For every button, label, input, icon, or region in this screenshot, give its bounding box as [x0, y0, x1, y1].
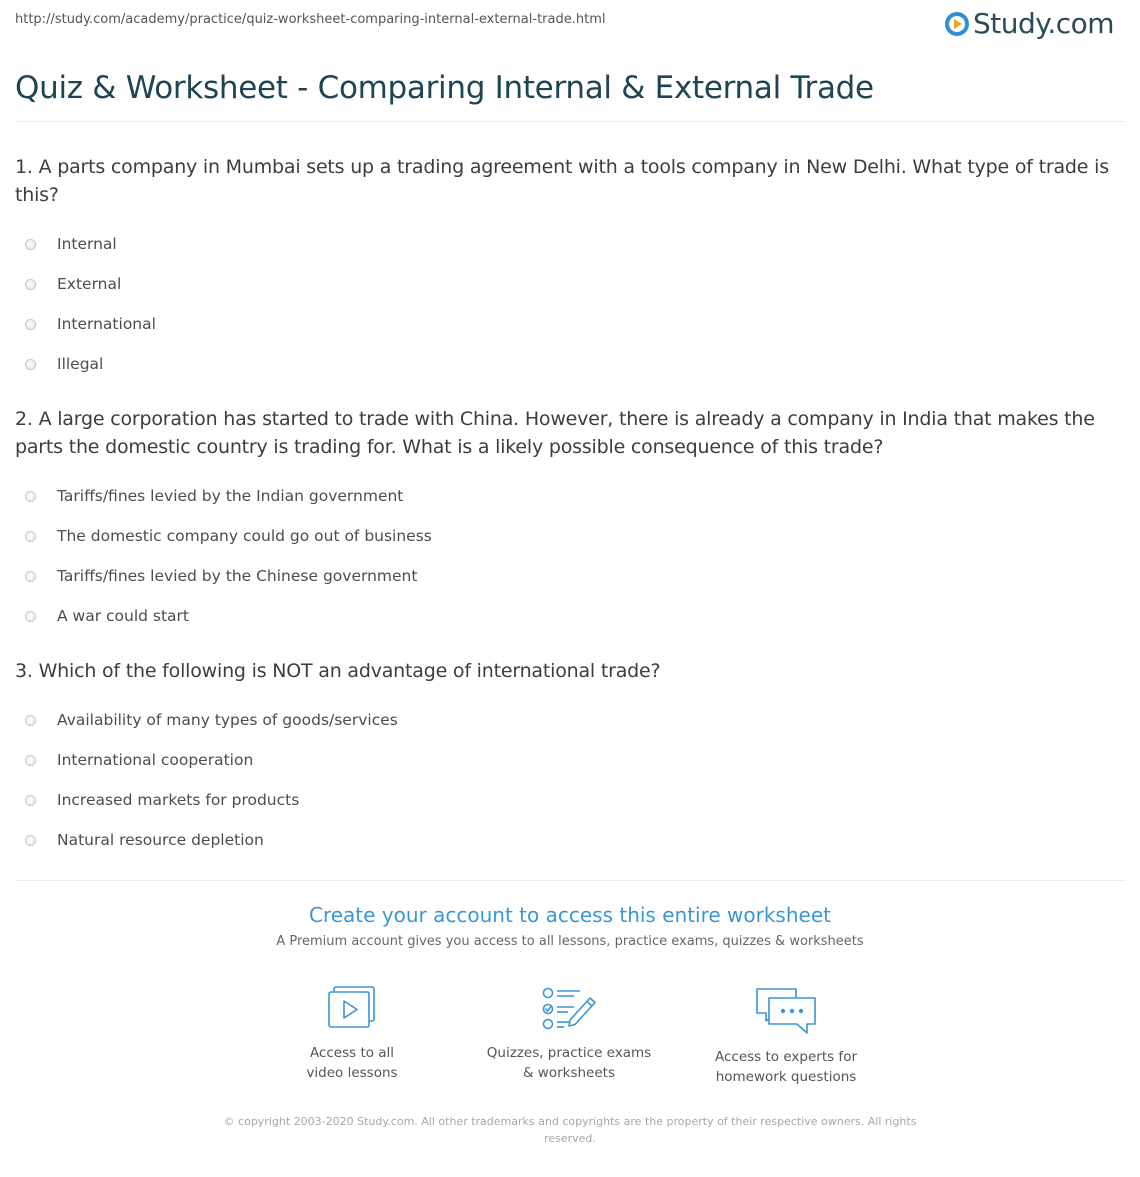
copyright-notice: © copyright 2003-2020 Study.com. All other trademarks and copyrights are the property of their respective owners. All rights reserved.	[223, 1115, 917, 1145]
cta-subtitle: A Premium account gives you access to all lessons, practice exams, quizzes & worksheets	[276, 934, 864, 949]
answer-label: Increased markets for products	[57, 791, 300, 809]
radio-button[interactable]	[25, 531, 36, 542]
chat-bubbles-icon	[754, 986, 818, 1036]
question-2	[15, 405, 1125, 636]
radio-button[interactable]	[25, 319, 36, 330]
page-url: http://study.com/academy/practice/quiz-worksheet-comparing-internal-external-trade.html	[15, 12, 606, 27]
create-account-link[interactable]: Create your account to access this entire worksheet	[309, 903, 831, 927]
radio-button[interactable]	[25, 279, 36, 290]
answer-label: Illegal	[57, 355, 104, 373]
feature-label: video lessons	[306, 1065, 398, 1081]
quiz-checklist-icon	[540, 986, 598, 1032]
answer-option[interactable]	[15, 264, 1125, 304]
page-title: Quiz & Worksheet - Comparing Internal & External Trade	[15, 70, 874, 106]
play-logo-icon	[945, 12, 969, 36]
answer-option[interactable]	[15, 344, 1125, 384]
radio-button[interactable]	[25, 715, 36, 726]
question-1	[15, 153, 1125, 384]
radio-button[interactable]	[25, 239, 36, 250]
feature-experts	[696, 986, 876, 1087]
radio-button[interactable]	[25, 359, 36, 370]
radio-button[interactable]	[25, 491, 36, 502]
logo-text: Study.com	[973, 7, 1115, 40]
answer-option[interactable]	[15, 516, 1125, 556]
feature-video-lessons	[262, 986, 442, 1083]
answer-option[interactable]	[15, 304, 1125, 344]
answer-option[interactable]	[15, 596, 1125, 636]
feature-label: & worksheets	[522, 1065, 615, 1081]
feature-quizzes	[479, 986, 659, 1083]
answer-option[interactable]	[15, 476, 1125, 516]
radio-button[interactable]	[25, 795, 36, 806]
video-lesson-icon	[326, 986, 378, 1032]
answer-option[interactable]	[15, 556, 1125, 596]
title-divider	[15, 121, 1125, 122]
radio-button[interactable]	[25, 835, 36, 846]
answer-label: Availability of many types of goods/services	[57, 711, 398, 729]
radio-button[interactable]	[25, 755, 36, 766]
feature-label: Access to experts for	[714, 1049, 857, 1065]
question-text: 2. A large corporation has started to trade with China. However, there is already a company in India that makes the parts the domestic country is trading for. What is a likely possible consequence of this trade?	[15, 408, 1095, 458]
answer-option[interactable]	[15, 740, 1125, 780]
question-3	[15, 657, 1125, 860]
answer-label: Natural resource depletion	[57, 831, 264, 849]
radio-button[interactable]	[25, 611, 36, 622]
radio-button[interactable]	[25, 571, 36, 582]
answer-label: External	[57, 275, 122, 293]
feature-label: homework questions	[715, 1069, 857, 1085]
answer-label: Tariffs/fines levied by the Indian government	[57, 487, 404, 505]
answer-label: International	[57, 315, 156, 333]
feature-label: Access to all	[309, 1045, 395, 1061]
answer-option[interactable]	[15, 224, 1125, 264]
answer-label: A war could start	[57, 607, 190, 625]
study-logo[interactable]	[945, 8, 1114, 40]
answer-label: The domestic company could go out of business	[57, 527, 432, 545]
cta-divider	[15, 880, 1125, 881]
answer-option[interactable]	[15, 700, 1125, 740]
question-text: 3. Which of the following is NOT an advantage of international trade?	[15, 660, 661, 682]
answer-label: Internal	[57, 235, 117, 253]
question-text: 1. A parts company in Mumbai sets up a trading agreement with a tools company in New Delhi. What type of trade is this?	[15, 156, 1109, 206]
answer-option[interactable]	[15, 780, 1125, 820]
answer-option[interactable]	[15, 820, 1125, 860]
answer-label: Tariffs/fines levied by the Chinese government	[57, 567, 418, 585]
feature-label: Quizzes, practice exams	[486, 1045, 652, 1061]
answer-label: International cooperation	[57, 751, 254, 769]
